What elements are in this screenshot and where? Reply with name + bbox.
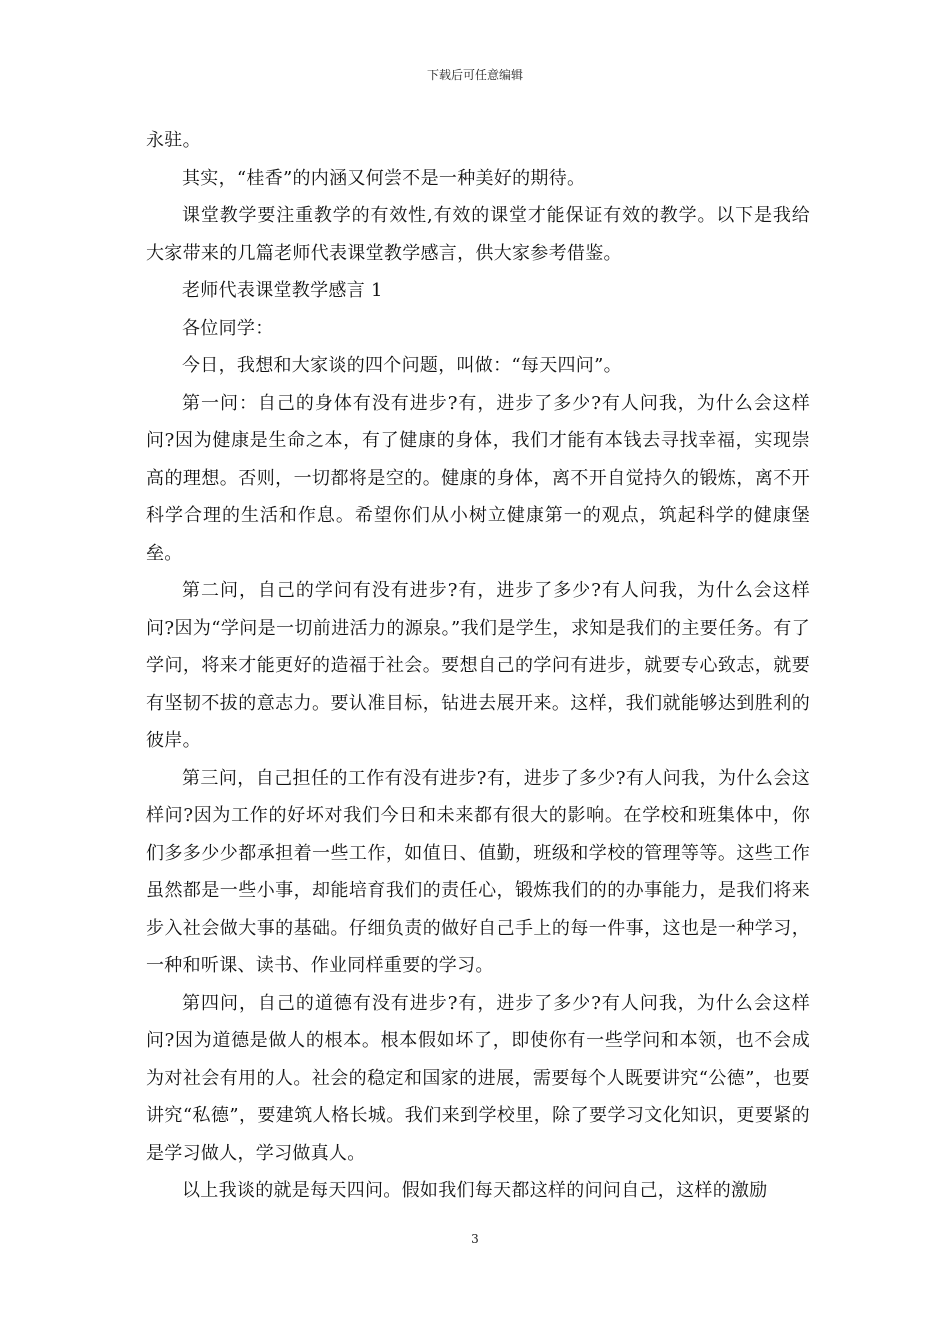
section-title: 老师代表课堂教学感言 1 xyxy=(182,280,383,301)
paragraph: 以上我谈的就是每天四问。假如我们每天都这样的问问自己，这样的激励 xyxy=(182,1180,768,1201)
page-number: 3 xyxy=(471,1232,479,1246)
document-body xyxy=(146,122,810,1210)
paragraph: 永驻。 xyxy=(146,130,201,151)
paragraph: 第一问：自己的身体有没有进步?有，进步了多少?有人问我，为什么会这样问?因为健康是生命之本，有了健康的身体，我们才能有本钱去寻找幸福，实现崇高的理想。否则，一切都将是空的。健康的身体，离不开自觉持久的锻炼，离不开科学合理的生活和作息。希望你们从小树立健康第一的观点，筑起科学的健康堡垒。 xyxy=(146,392,810,564)
paragraph: 第二问，自己的学问有没有进步?有，进步了多少?有人问我，为什么会这样问?因为“学问是一切前进活力的源泉。”我们是学生，求知是我们的主要任务。有了学问，将来才能更好的造福于社会。要想自己的学问有进步，就要专心致志，就要有坚韧不拔的意志力。要认准目标，钻进去展开来。这样，我们就能够达到胜利的彼岸。 xyxy=(146,580,810,751)
paragraph: 第三问，自己担任的工作有没有进步?有，进步了多少?有人问我，为什么会这样问?因为工作的好坏对我们今日和未来都有很大的影响。在学校和班集体中，你们多多少少都承担着一些工作，如值日、值勤，班级和学校的管理等等。这些工作虽然都是一些小事，却能培育我们的责任心，锻炼我们的的办事能力，是我们将来步入社会做大事的基础。仔细负责的做好自己手上的每一件事，这也是一种学习，一种和听课、读书、作业同样重要的学习。 xyxy=(146,767,810,976)
page-header: 下载后可任意编辑 xyxy=(426,68,523,82)
salutation: 各位同学： xyxy=(182,317,274,339)
paragraph: 今日，我想和大家谈的四个问题，叫做：“每天四问”。 xyxy=(182,355,622,376)
paragraph: 第四问，自己的道德有没有进步?有，进步了多少?有人问我，为什么会这样问?因为道德是做人的根本。根本假如坏了，即使你有一些学问和本领，也不会成为对社会有用的人。社会的稳定和国家的进展，需要每个人既要讲究“公德”，也要讲究“私德”，要建筑人格长城。我们来到学校里，除了要学习文化知识，更要紧的是学习做人，学习做真人。 xyxy=(146,992,810,1164)
paragraph: 课堂教学要注重教学的有效性,有效的课堂才能保证有效的教学。以下是我给大家带来的几篇老师代表课堂教学感言，供大家参考借鉴。 xyxy=(146,205,810,264)
paragraph: 其实，“桂香”的内涵又何尝不是一种美好的期待。 xyxy=(182,167,586,189)
